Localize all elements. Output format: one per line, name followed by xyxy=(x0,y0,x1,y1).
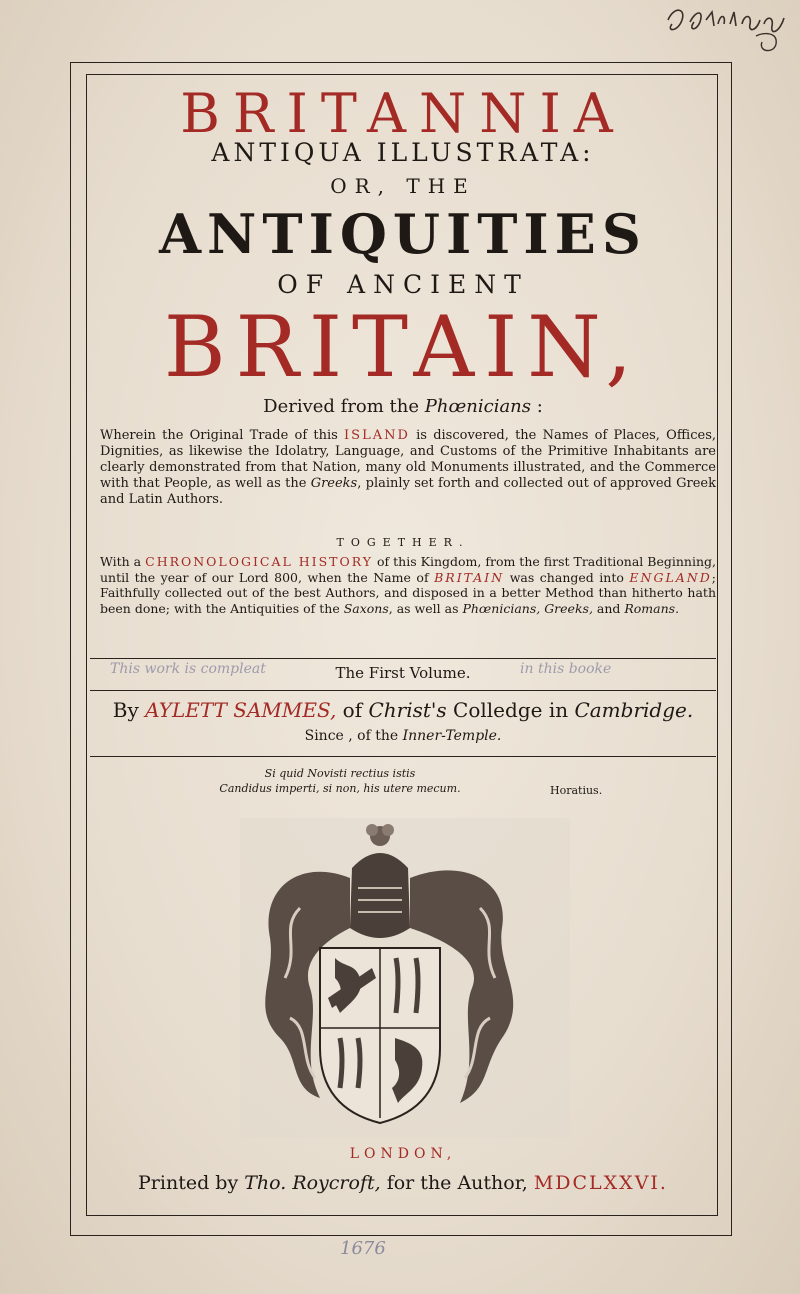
chron-e: , as well as xyxy=(388,600,463,616)
chron-england: ENGLAND xyxy=(629,569,712,585)
desc-part-2: is discovered, the Names of Places, Offices, Dignities, as likewise the Idolatry, Language, and Customs of the Primitive Inhabitants are clearly demonstrated from that Nation, many old Monuments illustrated, and the Commerce with that People, as well as the xyxy=(100,428,716,491)
chron-history: CHRONOLOGICAL HISTORY xyxy=(145,554,374,569)
chron-romans: Romans xyxy=(624,600,676,616)
inner-temple: Inner-Temple. xyxy=(402,728,502,744)
desc-greeks: Greeks xyxy=(310,476,358,491)
author-christs: Christ's xyxy=(368,698,447,722)
author-cambridge: Cambridge. xyxy=(574,698,694,722)
desc-island: ISLAND xyxy=(344,428,410,443)
since-text: Since , of the xyxy=(304,728,403,744)
chron-britain: BRITAIN xyxy=(434,569,505,585)
derived-from-line xyxy=(90,396,716,417)
title-britain: BRITAIN, xyxy=(163,298,643,396)
imprint-london: LONDON, xyxy=(349,1146,457,1162)
motto-line-2: Candidus imperti, si non, his utere mecum. xyxy=(219,782,461,795)
title-of-ancient: OF ANCIENT xyxy=(277,270,529,299)
description-paragraph xyxy=(100,428,716,508)
title-britannia: BRITANNIA xyxy=(180,82,626,145)
author-by: By xyxy=(112,698,146,722)
handwritten-note-left: This work is compleat xyxy=(110,661,266,677)
printed-by-text: Printed by xyxy=(138,1172,245,1194)
rule-below-volume xyxy=(90,690,716,691)
title-or-the: OR, THE xyxy=(330,174,476,198)
derived-text: Derived from the xyxy=(263,396,425,417)
title-antiquities: ANTIQUITIES xyxy=(159,202,647,266)
chron-g: . xyxy=(675,600,680,616)
horatius-attribution: Horatius. xyxy=(550,784,603,797)
imprint-printed-by xyxy=(90,1172,716,1194)
first-volume-label: The First Volume. xyxy=(335,664,471,682)
author-of: of xyxy=(336,698,369,722)
author-colledge: Colledge in xyxy=(446,698,575,722)
desc-part-1: Wherein the Original Trade of this xyxy=(100,428,345,443)
motto-line-1: Si quid Novisti rectius istis xyxy=(264,767,416,780)
derived-colon: : xyxy=(531,396,543,417)
imprint-year: MDCLXXVI. xyxy=(533,1172,668,1194)
rule-above-volume xyxy=(90,658,716,659)
printed-for-author: for the Author, xyxy=(380,1172,534,1194)
author-line xyxy=(90,698,716,722)
desc-part-3: , plainly set forth and collected out of approved Greek and Latin Authors. xyxy=(100,476,716,507)
chron-phoenicians: Phœnicians, Greeks, xyxy=(462,600,593,616)
chron-a: With a xyxy=(100,554,146,569)
title-antiqua-illustrata: ANTIQUA ILLUSTRATA: xyxy=(211,138,595,167)
chron-f: and xyxy=(592,600,625,616)
rule-above-motto xyxy=(90,756,716,757)
printer-name: Tho. Roycroft, xyxy=(244,1172,381,1194)
coat-of-arms-engraving xyxy=(240,818,570,1138)
handwritten-note-right: in this booke xyxy=(520,661,612,677)
owner-signature xyxy=(660,2,790,60)
chron-c: was changed into xyxy=(504,569,630,585)
together-heading: TOGETHER. xyxy=(336,536,470,549)
since-line xyxy=(90,728,716,744)
latin-motto xyxy=(170,766,510,796)
chronology-paragraph xyxy=(100,554,716,616)
chron-d: ; Faithfully collected out of the best Authors, and disposed in a better Method than hitherto hath been done; with the Antiquities of the xyxy=(100,569,716,616)
author-name: AYLETT SAMMES, xyxy=(145,698,337,722)
pencil-date-note: 1676 xyxy=(340,1238,386,1259)
chron-saxons: Saxons xyxy=(343,600,389,616)
phoenicians-word: Phœnicians xyxy=(424,396,532,417)
chron-b: of this Kingdom, from the first Traditional Beginning, until the year of our Lord 800, when the Name of xyxy=(100,554,716,585)
